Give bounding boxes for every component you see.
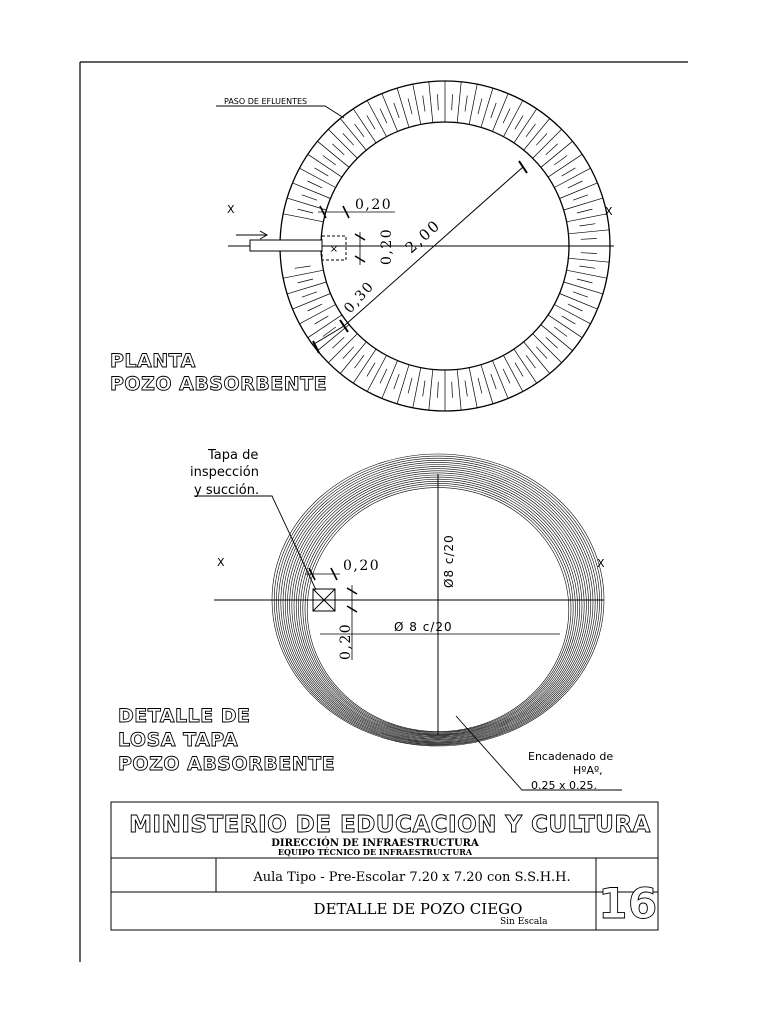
plan-dim-box-width: 0,20 [355,197,393,213]
beam-label-line3: 0.25 x 0.25. [531,779,597,792]
plan-view [110,81,614,411]
plan-axis-right: X [605,205,613,218]
svg-text:×: × [329,244,339,255]
sheet-number: 16 [598,879,658,928]
title-direction: DIRECCIÓN DE INFRAESTRUCTURA [271,838,479,849]
plan-dim-diameter: 2,00 [401,215,445,257]
slab-title-line2: LOSA TAPA [118,729,239,751]
slab-view [118,448,622,792]
lid-label-line2: inspección [190,465,259,480]
slab-dim-offset: 0,20 [338,622,354,660]
title-drawing: DETALLE DE POZO CIEGO [313,900,523,918]
lid-label-line1: Tapa de [208,448,259,463]
beam-label-line1: Encadenado de [528,750,614,763]
effluent-leader [216,106,344,118]
plan-dim-wall: 0,30 [341,278,378,317]
plan-dim-box-height: 0,20 [379,227,395,265]
title-project: Aula Tipo - Pre-Escolar 7.20 x 7.20 con S.S.H.H. [253,870,571,885]
slab-axis-right: X [597,557,605,570]
slab-axis-left: X [217,556,225,569]
title-ministry: MINISTERIO DE EDUCACION Y CULTURA [129,812,651,838]
plan-axis-left: X [227,203,235,216]
beam-label-line2: HºAº, [573,764,603,777]
effluent-pipe [236,231,322,251]
plan-title-line2: POZO ABSORBENTE [110,373,328,395]
title-scale: Sin Escala [500,917,548,927]
title-team: EQUIPO TÉCNICO DE INFRAESTRUCTURA [277,847,473,857]
effluent-label: PASO DE EFLUENTES [224,97,308,106]
slab-title-line1: DETALLE DE [118,705,251,727]
slab-dim-width: 0,20 [343,558,381,574]
lid-label-line3: y succión. [194,483,260,498]
slab-title-line3: POZO ABSORBENTE [118,753,336,775]
slab-rebar-vertical: Ø8 c/20 [442,534,456,588]
slab-rebar-horizontal: Ø 8 c/20 [394,620,453,634]
plan-title-line1: PLANTA [110,350,196,372]
